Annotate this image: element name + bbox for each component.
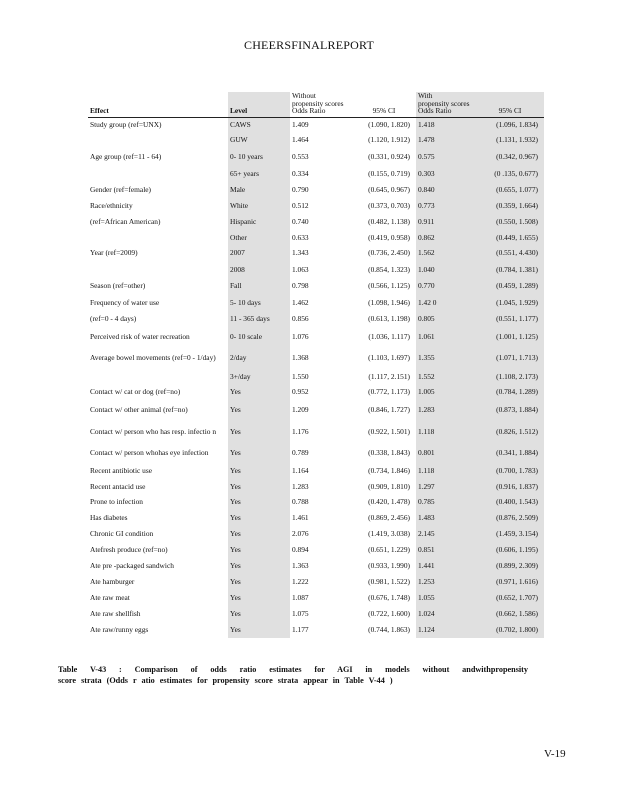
odds-ratio-with-cell: 1.118 <box>416 463 478 479</box>
table-row <box>88 245 544 261</box>
effect-cell: Ate raw/runny eggs <box>90 625 149 635</box>
odds-ratio-without-cell: 0.633 <box>292 232 309 242</box>
level-cell: Yes <box>228 494 290 510</box>
effect-cell: Contact w/ person who has resp. infectio n <box>90 427 217 437</box>
page-header: CHEERSFINALREPORT <box>243 38 375 52</box>
effect-cell: Average bowel movements (ref=0 - 1/day) <box>90 352 216 362</box>
odds-ratio-with-cell: 1.418 <box>416 117 478 132</box>
ci-without-cell: (1.117, 2.151) <box>368 372 410 382</box>
odds-ratio-with-cell: 0.805 <box>416 311 478 327</box>
ci-with-cell: (0.655, 1.077) <box>478 182 544 198</box>
ci-without-cell: (0.734, 1.846) <box>368 466 410 476</box>
level-cell: 11 - 365 days <box>228 311 290 327</box>
odds-ratio-with-cell: 1.283 <box>416 399 478 421</box>
effect-cell: Gender (ref=female) <box>90 185 151 195</box>
odds-ratio-with-cell: 0.851 <box>416 542 478 558</box>
odds-ratio-with-cell: 1.441 <box>416 558 478 574</box>
table-row <box>88 558 544 574</box>
ci-with-cell: (0.826, 1.512) <box>478 421 544 443</box>
odds-ratio-without-cell: 1.222 <box>292 577 309 587</box>
table-row <box>88 443 544 463</box>
level-cell: CAWS <box>228 117 290 132</box>
level-cell: Yes <box>228 463 290 479</box>
ci-without-cell: (0.613, 1.198) <box>368 314 410 324</box>
odds-ratio-without-cell: 1.343 <box>292 248 309 258</box>
ci-without-cell: (0.566, 1.125) <box>368 281 410 291</box>
ci-with-cell: (0.899, 2.309) <box>478 558 544 574</box>
level-cell: 0- 10 scale <box>228 327 290 346</box>
ci-without-cell: (0.772, 1.173) <box>368 387 410 397</box>
ci-with-cell: (0.606, 1.195) <box>478 542 544 558</box>
level-cell: Yes <box>228 385 290 399</box>
table-row <box>88 369 544 385</box>
ci-without-cell: (0.981, 1.522) <box>368 577 410 587</box>
ci-with-cell: (0.971, 1.616) <box>478 574 544 590</box>
odds-ratio-without-cell: 0.894 <box>292 545 309 555</box>
table-row <box>88 311 544 327</box>
ci-without-cell: (0.420, 1.478) <box>368 497 410 507</box>
level-cell: 2007 <box>228 245 290 261</box>
table-row <box>88 182 544 198</box>
table-row <box>88 165 544 182</box>
level-cell: White <box>228 198 290 214</box>
odds-ratio-with-cell: 1.061 <box>416 327 478 346</box>
level-cell: 65+ years <box>228 165 290 182</box>
odds-ratio-with-cell: 0.773 <box>416 198 478 214</box>
ci-with-cell: (1.108, 2.173) <box>478 369 544 385</box>
odds-ratio-without-cell: 1.368 <box>292 352 309 362</box>
odds-ratio-without-cell: 0.740 <box>292 217 309 227</box>
table-row <box>88 494 544 510</box>
effect-cell: Perceived risk of water recreation <box>90 331 190 341</box>
effect-cell: Contact w/ cat or dog (ref=no) <box>90 387 181 397</box>
effect-cell: Race/ethnicity <box>90 201 133 211</box>
effect-cell: Recent antacid use <box>90 481 146 491</box>
odds-ratio-without-cell: 0.788 <box>292 497 309 507</box>
ci-with-cell: (0.652, 1.707) <box>478 590 544 606</box>
level-cell: Other <box>228 230 290 245</box>
odds-ratio-without-cell: 1.462 <box>292 297 309 307</box>
ci-with-cell: (0.873, 1.884) <box>478 399 544 421</box>
level-cell: Yes <box>228 399 290 421</box>
table-caption <box>58 664 528 686</box>
level-cell: Fall <box>228 278 290 294</box>
ci-with-cell: (0.662, 1.586) <box>478 606 544 622</box>
page-number: V-19 <box>544 748 566 760</box>
odds-ratio-with-cell: 1.355 <box>416 346 478 369</box>
table-row <box>88 346 544 369</box>
table-row <box>88 479 544 494</box>
level-cell: Yes <box>228 479 290 494</box>
table-row <box>88 606 544 622</box>
odds-ratio-without-cell: 0.334 <box>292 168 309 178</box>
odds-ratio-table-container <box>88 92 544 638</box>
ci-with-cell: (0.550, 1.508) <box>478 214 544 230</box>
odds-ratio-without-cell: 1.550 <box>292 372 309 382</box>
ci-with-cell: (0.400, 1.543) <box>478 494 544 510</box>
effect-cell: Atefresh produce (ref=no) <box>90 545 168 555</box>
odds-ratio-without-cell: 0.790 <box>292 185 309 195</box>
odds-ratio-with-cell: 0.303 <box>416 165 478 182</box>
odds-ratio-without-cell: 1.087 <box>292 593 309 603</box>
ci-without-cell: (1.103, 1.697) <box>368 352 410 362</box>
odds-ratio-with-cell: 1.024 <box>416 606 478 622</box>
odds-ratio-table <box>88 92 544 638</box>
ci-with-cell: (1.131, 1.932) <box>478 132 544 148</box>
ci-without-cell: (0.338, 1.843) <box>368 448 410 458</box>
group-without-line1: Without <box>292 91 316 100</box>
effect-cell <box>88 132 228 148</box>
odds-ratio-without-cell: 2.076 <box>292 529 309 539</box>
ci-without-cell: (0.846, 1.727) <box>368 405 410 415</box>
ci-without-cell: (0.645, 0.967) <box>368 185 410 195</box>
ci-without-cell: (0.722, 1.600) <box>368 609 410 619</box>
ci-with-cell: (0.702, 1.800) <box>478 622 544 638</box>
odds-ratio-with-cell: 1.297 <box>416 479 478 494</box>
odds-ratio-without-cell: 1.363 <box>292 561 309 571</box>
ci-with-cell: (0.700, 1.783) <box>478 463 544 479</box>
effect-cell: Season (ref=other) <box>90 281 146 291</box>
ci-without-cell: (0.482, 1.138) <box>368 217 410 227</box>
odds-ratio-without-cell: 1.464 <box>292 135 309 145</box>
odds-ratio-with-cell: 0.575 <box>416 148 478 165</box>
ci-without-cell: (0.736, 2.450) <box>368 248 410 258</box>
effect-cell <box>88 230 228 245</box>
ci-with-cell: (0.876, 2.509) <box>478 510 544 526</box>
effect-cell: Ate raw shellfish <box>90 609 141 619</box>
odds-ratio-with-cell: 1.42 0 <box>416 294 478 311</box>
ci-without-cell: (0.331, 0.924) <box>368 151 410 161</box>
table-row <box>88 542 544 558</box>
odds-ratio-without-cell: 1.209 <box>292 405 309 415</box>
level-cell: Yes <box>228 526 290 542</box>
ci-with-cell: (0.551, 4.430) <box>478 245 544 261</box>
level-cell: Yes <box>228 510 290 526</box>
effect-cell: Frequency of water use <box>90 297 160 307</box>
effect-cell: Recent antibiotic use <box>90 466 152 476</box>
odds-ratio-with-cell: 1.055 <box>416 590 478 606</box>
effect-cell: Chronic GI condition <box>90 529 154 539</box>
table-row <box>88 327 544 346</box>
effect-cell: (ref=African American) <box>90 217 161 227</box>
level-cell: Yes <box>228 421 290 443</box>
table-row <box>88 622 544 638</box>
effect-cell: Year (ref=2009) <box>90 248 138 258</box>
ci-with-cell: (1.096, 1.834) <box>478 117 544 132</box>
odds-ratio-without-cell: 0.856 <box>292 314 309 324</box>
ci-without-cell: (0.744, 1.863) <box>368 625 410 635</box>
ci-without-cell: (0.373, 0.703) <box>368 201 410 211</box>
level-cell: Yes <box>228 443 290 463</box>
table-row <box>88 148 544 165</box>
ci-with-cell: (1.459, 3.154) <box>478 526 544 542</box>
effect-cell: Ate raw meat <box>90 593 130 603</box>
level-cell: 3+/day <box>228 369 290 385</box>
odds-ratio-without-cell: 0.789 <box>292 448 309 458</box>
odds-ratio-with-cell: 1.005 <box>416 385 478 399</box>
column-header-effect: Effect <box>88 92 228 117</box>
odds-ratio-without-cell: 1.461 <box>292 513 309 523</box>
odds-ratio-with-cell: 1.124 <box>416 622 478 638</box>
column-header-ci-with: 95% CI <box>498 106 522 115</box>
table-row <box>88 510 544 526</box>
ci-with-cell: (0.916, 1.837) <box>478 479 544 494</box>
odds-ratio-with-cell: 0.840 <box>416 182 478 198</box>
ci-without-cell: (1.120, 1.912) <box>368 135 410 145</box>
effect-cell: Ate hamburger <box>90 577 135 587</box>
table-row <box>88 526 544 542</box>
ci-without-cell: (1.036, 1.117) <box>368 331 410 341</box>
odds-ratio-with-cell: 1.118 <box>416 421 478 443</box>
odds-ratio-with-cell: 0.911 <box>416 214 478 230</box>
odds-ratio-with-cell: 2.145 <box>416 526 478 542</box>
ci-with-cell: (0.551, 1.177) <box>478 311 544 327</box>
ci-without-cell: (1.098, 1.946) <box>368 297 410 307</box>
ci-with-cell: (0.784, 1.289) <box>478 385 544 399</box>
odds-ratio-without-cell: 0.553 <box>292 151 309 161</box>
ci-with-cell: (0.784, 1.381) <box>478 261 544 278</box>
group-with-line1: With <box>418 91 433 100</box>
table-header-row <box>88 92 544 117</box>
table-row <box>88 278 544 294</box>
table-body <box>88 117 544 638</box>
effect-cell: (ref=0 - 4 days) <box>90 314 137 324</box>
effect-cell: Prone to infection <box>90 497 143 507</box>
ci-without-cell: (0.419, 0.958) <box>368 232 410 242</box>
level-cell: 2008 <box>228 261 290 278</box>
ci-with-cell: (0.449, 1.655) <box>478 230 544 245</box>
table-row <box>88 214 544 230</box>
ci-with-cell: (0.359, 1.664) <box>478 198 544 214</box>
level-cell: Yes <box>228 590 290 606</box>
ci-without-cell: (0.676, 1.748) <box>368 593 410 603</box>
table-row <box>88 230 544 245</box>
ci-without-cell: (0.933, 1.990) <box>368 561 410 571</box>
odds-ratio-with-cell: 1.552 <box>416 369 478 385</box>
effect-cell <box>88 369 228 385</box>
table-row <box>88 294 544 311</box>
odds-ratio-with-cell: 1.253 <box>416 574 478 590</box>
effect-cell: Age group (ref=11 - 64) <box>90 151 162 161</box>
odds-ratio-with-cell: 0.785 <box>416 494 478 510</box>
ci-without-cell: (1.090, 1.820) <box>368 120 410 129</box>
column-header-or-with: Odds Ratio <box>418 106 452 115</box>
table-row <box>88 117 544 132</box>
table-row <box>88 399 544 421</box>
column-group-without-propensity <box>290 92 416 117</box>
level-cell: Hispanic <box>228 214 290 230</box>
table-row <box>88 574 544 590</box>
ci-without-cell: (1.419, 3.038) <box>368 529 410 539</box>
odds-ratio-with-cell: 1.562 <box>416 245 478 261</box>
odds-ratio-with-cell: 1.040 <box>416 261 478 278</box>
odds-ratio-without-cell: 1.063 <box>292 264 309 274</box>
odds-ratio-with-cell: 1.483 <box>416 510 478 526</box>
caption-line-1: Table V-43 : Comparison of odds ratio estimates for AGI in models without andwithpropensity <box>58 665 528 674</box>
column-header-ci-without: 95% CI <box>372 106 396 115</box>
odds-ratio-without-cell: 1.409 <box>292 120 309 129</box>
ci-with-cell: (0.459, 1.289) <box>478 278 544 294</box>
effect-cell: Contact w/ person whohas eye infection <box>90 448 209 458</box>
caption-line-2: score strata (Odds r atio estimates for propensity score strata appear in Table V-44 ) <box>58 676 393 685</box>
ci-with-cell: (0.341, 1.884) <box>478 443 544 463</box>
level-cell: Yes <box>228 622 290 638</box>
table-row <box>88 261 544 278</box>
level-cell: Yes <box>228 574 290 590</box>
level-cell: Yes <box>228 542 290 558</box>
ci-without-cell: (0.909, 1.810) <box>368 481 410 491</box>
table-row <box>88 385 544 399</box>
level-cell: 0- 10 years <box>228 148 290 165</box>
odds-ratio-with-cell: 1.478 <box>416 132 478 148</box>
odds-ratio-without-cell: 1.176 <box>292 427 309 437</box>
ci-without-cell: (0.155, 0.719) <box>368 168 410 178</box>
level-cell: 5- 10 days <box>228 294 290 311</box>
level-cell: GUW <box>228 132 290 148</box>
ci-without-cell: (0.651, 1.229) <box>368 545 410 555</box>
effect-cell: Has diabetes <box>90 513 128 523</box>
effect-cell: Study group (ref=UNX) <box>90 120 162 129</box>
ci-with-cell: (0.342, 0.967) <box>478 148 544 165</box>
odds-ratio-with-cell: 0.862 <box>416 230 478 245</box>
odds-ratio-without-cell: 0.512 <box>292 201 309 211</box>
group-without-line2: propensity scores <box>292 98 344 108</box>
ci-with-cell: (1.071, 1.713) <box>478 346 544 369</box>
odds-ratio-without-cell: 1.075 <box>292 609 309 619</box>
effect-cell: Ate pre -packaged sandwich <box>90 561 174 571</box>
level-cell: Yes <box>228 558 290 574</box>
column-header-level: Level <box>228 92 290 117</box>
odds-ratio-without-cell: 1.076 <box>292 331 309 341</box>
odds-ratio-without-cell: 0.798 <box>292 281 309 291</box>
effect-cell <box>88 165 228 182</box>
odds-ratio-without-cell: 1.283 <box>292 481 309 491</box>
table-row <box>88 463 544 479</box>
ci-without-cell: (0.854, 1.323) <box>368 264 410 274</box>
table-row <box>88 132 544 148</box>
effect-cell <box>88 261 228 278</box>
table-row <box>88 198 544 214</box>
odds-ratio-without-cell: 1.164 <box>292 466 309 476</box>
ci-with-cell: (1.045, 1.929) <box>478 294 544 311</box>
ci-without-cell: (0.922, 1.501) <box>368 427 410 437</box>
odds-ratio-without-cell: 0.952 <box>292 387 309 397</box>
level-cell: Male <box>228 182 290 198</box>
ci-with-cell: (0 .135, 0.677) <box>478 165 544 182</box>
table-row <box>88 421 544 443</box>
ci-with-cell: (1.001, 1.125) <box>478 327 544 346</box>
odds-ratio-without-cell: 1.177 <box>292 625 309 635</box>
level-cell: Yes <box>228 606 290 622</box>
ci-without-cell: (0.869, 2.456) <box>368 513 410 523</box>
table-row <box>88 590 544 606</box>
effect-cell: Contact w/ other animal (ref=no) <box>90 405 188 415</box>
odds-ratio-with-cell: 0.770 <box>416 278 478 294</box>
column-header-or-without: Odds Ratio <box>292 106 326 115</box>
column-group-with-propensity <box>416 92 544 117</box>
group-with-line2: propensity scores <box>418 98 470 108</box>
odds-ratio-with-cell: 0.801 <box>416 443 478 463</box>
level-cell: 2/day <box>228 346 290 369</box>
